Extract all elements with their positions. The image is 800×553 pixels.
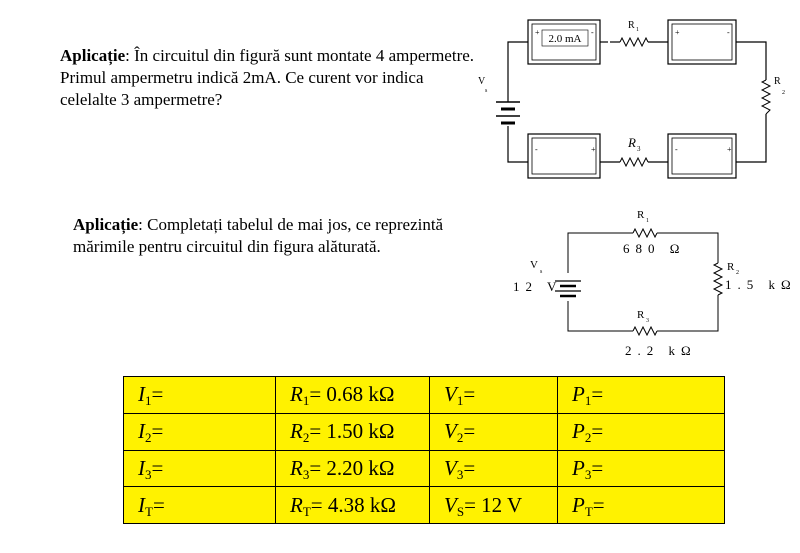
application-1-text [60, 45, 480, 111]
table-cell-voltage: $V_3=$ [430, 450, 558, 487]
table-cell-power: $P_T=$ [558, 487, 725, 524]
r1-value: 680 Ω [623, 241, 686, 256]
svg-text:V: V [478, 76, 486, 87]
svg-text:1: 1 [646, 218, 649, 224]
resistor-r2 [714, 263, 722, 295]
r3-value: 2.2 kΩ [625, 343, 697, 358]
ammeter-bottom-right [668, 134, 736, 178]
ammeter-top-right [668, 20, 736, 64]
svg-text:R: R [774, 76, 781, 87]
svg-text:2: 2 [736, 270, 739, 276]
svg-text:R: R [727, 261, 735, 273]
table-cell-resistance: $R_3= 2.20$ kΩ [276, 450, 430, 487]
table-cell-power: $P_1=$ [558, 377, 725, 414]
svg-text:R: R [637, 309, 645, 321]
ammeter-reading: 2.0 mA [548, 33, 582, 45]
application-2-label: Aplicație [73, 215, 139, 234]
vs-value: 12 V [513, 279, 563, 294]
circuit-2-diagram [505, 205, 795, 365]
ammeter-top-left [528, 20, 600, 64]
svg-text:+: + [727, 145, 732, 154]
ammeter-bottom-left [528, 134, 600, 178]
table-row [124, 487, 725, 524]
table-cell-resistance: $R_T= 4.38$ kΩ [276, 487, 430, 524]
svg-text:+: + [535, 28, 540, 37]
svg-text:-: - [591, 28, 594, 37]
table-cell-voltage: $V_1=$ [430, 377, 558, 414]
svg-text:3: 3 [637, 145, 641, 153]
svg-text:+: + [675, 28, 680, 37]
resistor-r1 [620, 38, 648, 46]
values-table [123, 376, 725, 524]
svg-text:s: s [485, 88, 488, 94]
table-cell-current: $I_3=$ [124, 450, 276, 487]
svg-text:3: 3 [646, 318, 649, 324]
svg-text:-: - [727, 28, 730, 37]
svg-text:R: R [637, 209, 645, 221]
table-row [124, 450, 725, 487]
svg-text:-: - [675, 145, 678, 154]
application-2-text [73, 214, 493, 258]
table-row [124, 413, 725, 450]
table-cell-current: $I_T=$ [124, 487, 276, 524]
svg-text:2: 2 [782, 90, 785, 96]
resistor-r2 [762, 80, 770, 114]
table-cell-power: $P_3=$ [558, 450, 725, 487]
table-cell-current: $I_1=$ [124, 377, 276, 414]
resistor-r1 [633, 229, 657, 237]
table-row [124, 377, 725, 414]
application-2-body: : Completați tabelul de mai jos, ce reprezintă mărimile pentru circuitul din figura alăturată. [73, 215, 444, 256]
application-1-body: : În circuitul din figură sunt montate 4 ampermetre. Primul ampermetru indică 2mA. Ce curent vor indica celelalte 3 ampermetre? [60, 46, 475, 109]
table-cell-voltage: $V_S= 12$ V [430, 487, 558, 524]
table-cell-resistance: $R_2= 1.50$ kΩ [276, 413, 430, 450]
resistor-r3 [633, 327, 657, 335]
svg-text:R: R [628, 135, 636, 150]
svg-text:1: 1 [636, 27, 639, 33]
application-1-label: Aplicație [60, 46, 126, 65]
svg-text:-: - [535, 145, 538, 154]
resistor-r3 [620, 158, 648, 166]
table-cell-resistance: $R_1= 0.68$ kΩ [276, 377, 430, 414]
svg-text:+: + [591, 145, 596, 154]
circuit-1-diagram [470, 12, 800, 182]
r2-value: 1.5 kΩ [725, 277, 797, 292]
svg-text:s: s [540, 269, 543, 275]
battery-vs [496, 102, 520, 123]
table-cell-current: $I_2=$ [124, 413, 276, 450]
table-cell-power: $P_2=$ [558, 413, 725, 450]
svg-text:V: V [530, 259, 538, 271]
table-cell-voltage: $V_2=$ [430, 413, 558, 450]
svg-text:R: R [628, 20, 635, 31]
